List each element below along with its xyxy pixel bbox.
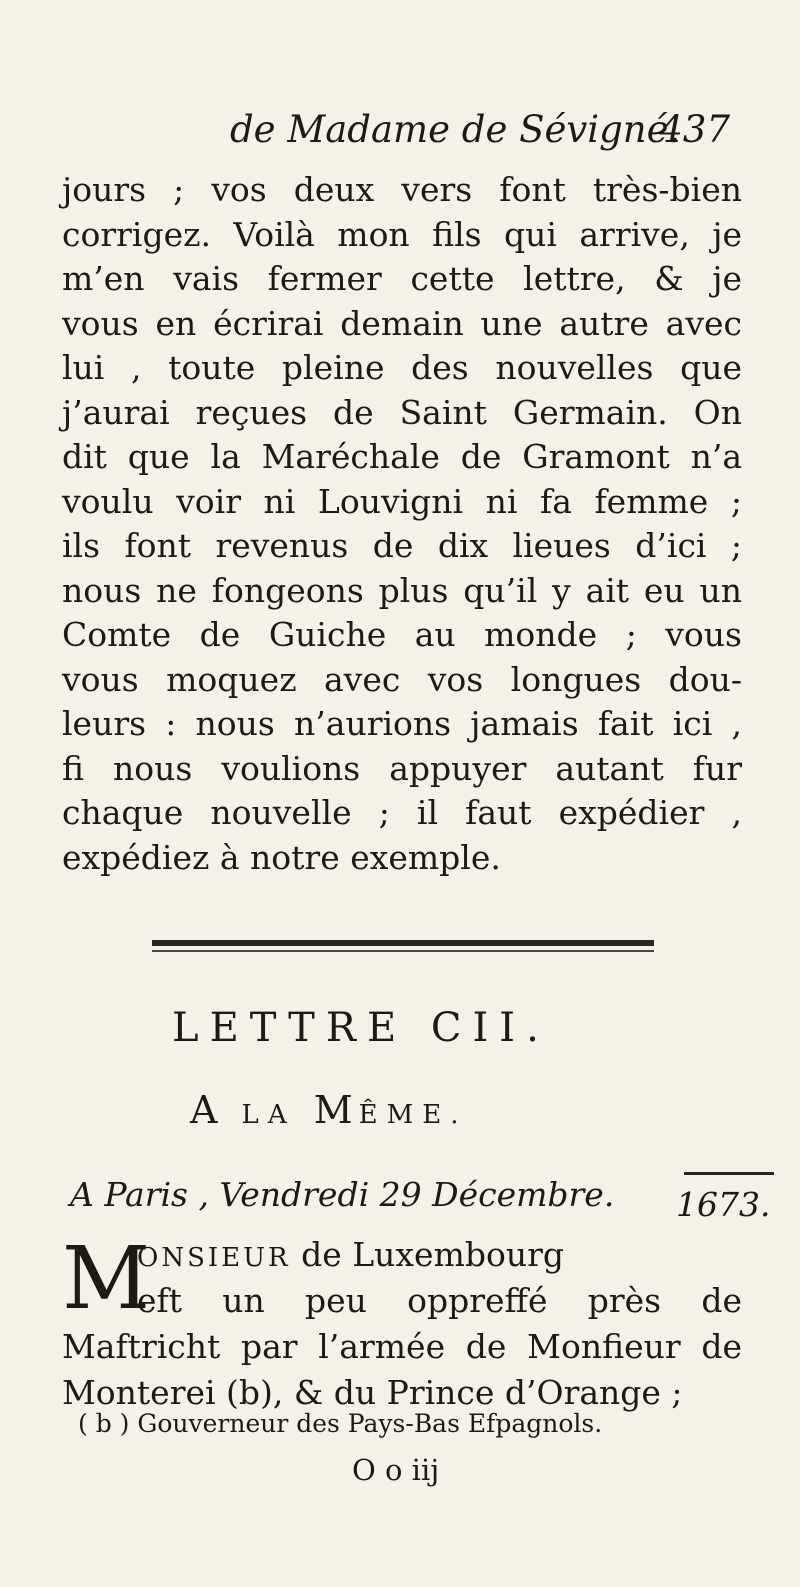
letter-recipient <box>190 1085 590 1140</box>
body-text <box>62 168 742 880</box>
text-line: m’en vais fermer cette lettre, & je <box>62 259 742 298</box>
text-line: expédiez à notre exemple. <box>62 837 501 877</box>
text-line: vous en écrirai demain une autre avec <box>62 303 742 343</box>
recipient-rest: ÊME. <box>358 1100 468 1130</box>
text-line: lui , toute pleine des nouvelles que <box>62 348 742 387</box>
letter-heading: LETTRE CII. <box>172 1005 550 1051</box>
text-line: eft un peu oppreffé près de <box>137 1281 742 1320</box>
text-line: voulu voir ni Louvigni ni fa femme ; <box>62 481 742 521</box>
drop-cap: M <box>62 1229 151 1329</box>
recipient-cap: M <box>313 1088 359 1132</box>
text-line: jours ; vos deux vers font très-bien <box>62 170 742 209</box>
section-rule-thin <box>152 950 654 952</box>
recipient-initial: A <box>190 1088 224 1132</box>
text-line: Monterei (b), & du Prince d’Orange ; <box>62 1373 683 1412</box>
text-line: chaque nouvelle ; il faut expédier , <box>62 793 742 832</box>
letter-dateline: A Paris , Vendredi 29 Décembre. <box>70 1175 615 1214</box>
text-line: Comte de Guiche au monde ; vous <box>62 615 742 654</box>
smallcaps-word: ONSIEUR <box>137 1243 291 1273</box>
margin-year: 1673. <box>676 1182 786 1228</box>
running-head <box>230 100 730 160</box>
recipient-article: LA <box>241 1100 296 1130</box>
text-line: ils font revenus de dix lieues d’ici ; <box>62 526 742 565</box>
text-line: nous ne fongeons plus qu’il y ait eu un <box>62 570 742 610</box>
text-line: leurs : nous n’aurions jamais fait ici , <box>62 704 742 743</box>
letter-body <box>62 1229 742 1416</box>
running-head-title: de Madame de Sévigné. <box>230 108 681 151</box>
text-line: Maftricht par l’armée de Monfieur de <box>62 1327 742 1366</box>
text-line <box>62 1232 742 1278</box>
footnote: ( b ) Gouverneur des Pays-Bas Efpagnols. <box>78 1409 603 1438</box>
text-line: dit que la Maréchale de Gramont n’a <box>62 437 742 476</box>
page-number: 437 <box>659 108 730 151</box>
text-line: corrigez. Voilà mon fils qui arrive, je <box>62 214 742 254</box>
text-line: fi nous voulions appuyer autant fur <box>62 748 742 788</box>
text-fragment: de Luxembourg <box>290 1235 565 1274</box>
signature-mark: O o iij <box>352 1453 440 1487</box>
section-rule-thick <box>152 940 654 946</box>
text-line: vous moquez avec vos longues dou- <box>62 659 742 699</box>
text-line: j’aurai reçues de Saint Germain. On <box>62 392 742 432</box>
